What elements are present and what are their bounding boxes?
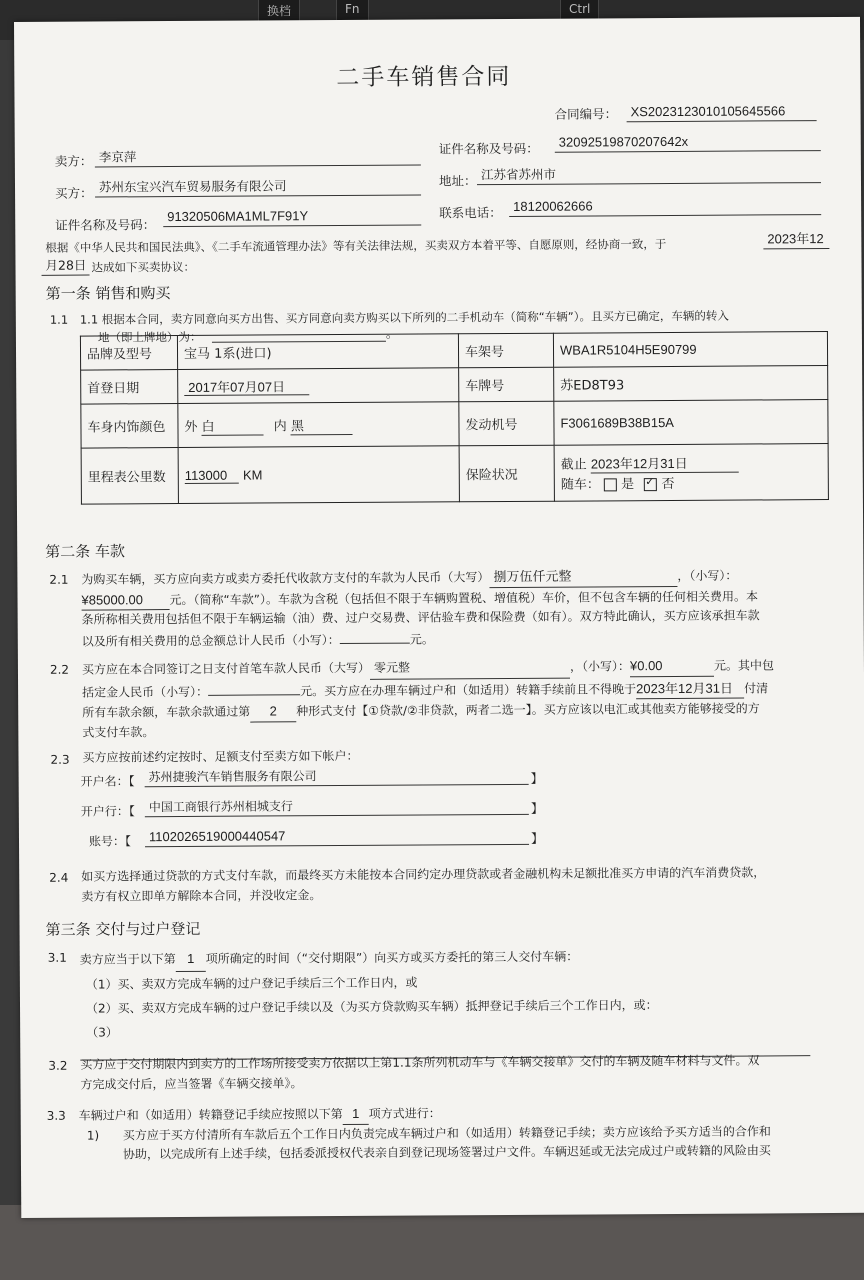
vehicle-table xyxy=(80,331,829,505)
section-3-title: 第三条 交付与过户登记 xyxy=(45,919,201,939)
delivery-option-1: （1）买、卖双方完成车辆的过户登记手续后三个工作日内，或 xyxy=(85,975,418,992)
contract-no-label: 合同编号： xyxy=(554,106,618,122)
contract-no: XS2023123010105645566 xyxy=(627,103,817,122)
exterior-color: 白 xyxy=(202,415,264,435)
total-amount-blank xyxy=(340,628,410,643)
clause-3-3-item-1: 1) xyxy=(86,1128,100,1143)
clause-2-2-line-3b: 种形式支付【①贷款/②非贷款，两者二选一】。买方应该以电汇或其他卖方能够接受的方 xyxy=(296,701,760,719)
account-no-label: 账号：【 xyxy=(88,834,132,849)
clause-2-1-end: 元。 xyxy=(409,631,434,647)
no-checkbox[interactable] xyxy=(644,478,657,491)
mileage-value: 113000 xyxy=(185,467,239,483)
clause-2-1-line-1: 为购买车辆，买方应向卖方或卖方委托代收款方支付的车款为人民币（大写） xyxy=(81,570,490,587)
phone-label: 联系电话： xyxy=(439,205,502,221)
intro-text: 根据《中华人民共和国民法典》、《二手车流通管理办法》等有关法律法规，买卖双方本着平等、自愿原则，经协商一致，于 xyxy=(45,237,667,255)
vin-label: 车架号 xyxy=(458,333,553,368)
clause-2-2-line-2: 括定金人民币（小写）： xyxy=(82,684,209,700)
mileage-unit: KM xyxy=(242,466,263,483)
clause-3-2-number: 3.2 xyxy=(48,1058,68,1073)
clause-3-3-line-1: 车辆过户和（如适用）转籍登记手续应按照以下第 xyxy=(78,1107,343,1123)
yes-checkbox[interactable] xyxy=(604,478,617,491)
seller-label: 卖方： xyxy=(54,153,93,169)
clause-2-3-text: 买方应按前述约定按时、足额支付至卖方如下帐户： xyxy=(82,748,359,765)
clause-3-1-number: 3.1 xyxy=(47,950,67,965)
clause-2-2-line-1: 买方应在本合同签订之日支付首笔车款人民币（大写） xyxy=(81,660,371,677)
clause-2-1-line-2: 元。（简称“车款”）。车款为含税（包括但不限于车辆购置税、增值税）车价，但不包含车辆的任何相关费用。本 xyxy=(169,588,759,607)
buyer-id-label: 证件名称及号码： xyxy=(55,217,156,233)
clause-2-4-line-1: 如买方选择通过贷款的方式支付车款，而最终买方未能按本合同约定办理贷款或者金融机构未足额批准买方申请的汽车消费贷款， xyxy=(81,865,766,884)
bank-name: 中国工商银行苏州相城支行 xyxy=(145,797,529,817)
contract-paper xyxy=(14,17,864,1218)
seller-name: 李京萍 xyxy=(95,148,421,168)
insurance-label: 保险状况 xyxy=(459,445,554,502)
clause-3-3 xyxy=(79,1101,859,1165)
delivery-option-3: （3） xyxy=(86,1025,118,1040)
clause-2-4 xyxy=(81,863,841,907)
price-lowercase: ¥85000.00 xyxy=(81,590,169,611)
clause-3-1-line-1: 卖方应当于以下第 xyxy=(79,952,176,967)
intro-date: 月28日 xyxy=(41,258,89,276)
clause-1-1-text: 1.1 根据本合同，卖方同意向买方出售、买方同意向卖方购买以下所列的二手机动车（简称“车辆”）。且买方已确定，车辆的转入 xyxy=(79,308,729,327)
clause-2-2-line-1-end: 元。其中包 xyxy=(713,658,775,673)
no-label: 否 xyxy=(661,476,675,493)
intro-year: 2023年12 xyxy=(763,231,829,249)
document-title: 二手车销售合同 xyxy=(336,63,512,92)
clause-2-2-line-4: 式支付车款。 xyxy=(82,724,155,740)
clause-2-1-line-4: 以及所有相关费用的总金额总计人民币（小写）： xyxy=(81,632,340,649)
account-name-bracket: 】 xyxy=(530,770,544,786)
clause-3-2 xyxy=(80,1051,848,1095)
transfer-option: 1 xyxy=(343,1104,369,1125)
insurance-until: 2023年12月31日 xyxy=(591,453,739,474)
lowercase-label: ，（小写）： xyxy=(677,568,738,583)
down-payment-uppercase: 零元整 xyxy=(370,658,570,680)
clause-3-1-line-1b: 项所确定的时间（“交付期限”）向买方或买方委托的第三人交付车辆： xyxy=(205,949,579,966)
clause-2-4-line-2: 卖方有权立即单方解除本合同，并没收定金。 xyxy=(81,887,322,904)
clause-2-2-line-3: 所有车款余额，车款余款通过第 xyxy=(82,704,251,720)
buyer-id: 91320506MA1ML7F91Y xyxy=(163,208,421,228)
engine-value: F3061689B38B15A xyxy=(554,400,828,446)
interior-color: 黑 xyxy=(291,414,353,434)
lowercase-label-2: ，（小写）： xyxy=(569,659,631,674)
address: 江苏省苏州市 xyxy=(477,165,821,185)
brand-label: 品牌及型号 xyxy=(80,336,177,371)
clause-3-3-line-1b: 项方式进行： xyxy=(368,1106,441,1121)
clause-2-1-line-3: 条所称相关费用包括但不限于车辆运输（油）费、过户交易费、评估验车费和保险费（如有）。双方特此确认，买方应该承担车款 xyxy=(81,608,760,627)
plate-value: 苏ED8T93 xyxy=(554,366,828,402)
buyer-name: 苏州东宝兴汽车贸易服务有限公司 xyxy=(95,178,421,198)
exterior-label: 外 xyxy=(184,419,198,435)
reg-date-label: 首登日期 xyxy=(81,370,178,405)
clause-3-3-number: 3.3 xyxy=(46,1108,66,1123)
clause-2-1 xyxy=(81,565,833,652)
clause-2-2-number: 2.2 xyxy=(49,662,70,677)
clause-1-1-text-2: 地（即上牌地）为： xyxy=(97,329,202,345)
payment-method: 2 xyxy=(250,701,296,722)
clause-2-2-line-2b: 元。买方应在办理车辆过户和（如适用）转籍手续前且不得晚于 xyxy=(300,681,637,698)
color-label: 车身内饰颜色 xyxy=(81,404,178,449)
clause-3-3-item-1-line-1: 买方应于买方付清所有车款后五个工作日内负责完成车辆过户和（如适用）转籍登记手续；卖方应该给予买方适当的合作和 xyxy=(122,1123,771,1142)
account-name-label: 开户名：【 xyxy=(80,774,135,789)
bank-label: 开户行：【 xyxy=(80,804,135,819)
clause-2-2 xyxy=(82,655,834,743)
clause-3-3-item-1-line-2: 协助，以完成所有上述手续，包括委派授权代表亲自到登记现场签署过户文件。车辆迟延或无法完成过户或转籍的风险由买 xyxy=(122,1143,771,1162)
shift-key: 换档 xyxy=(258,0,300,27)
yes-label: 是 xyxy=(621,477,635,493)
clause-3-1 xyxy=(79,943,841,1072)
clause-2-4-number: 2.4 xyxy=(49,870,69,885)
clause-3-2-line-1: 买方应于交付期限内到卖方的工作场所接受卖方依据以上第1.1条所列机动车与《车辆交接单》交付的车辆及随车材料与文件。双 xyxy=(80,1053,760,1072)
down-payment-lowercase: ¥0.00 xyxy=(630,656,714,677)
section-2-title: 第二条 车款 xyxy=(45,542,126,561)
clause-2-3-number: 2.3 xyxy=(50,752,70,767)
buyer-label: 买方： xyxy=(55,185,93,201)
phone: 18120062666 xyxy=(509,197,821,217)
intro-text-2: 达成如下买卖协议： xyxy=(91,259,196,275)
bank-bracket: 】 xyxy=(530,800,544,816)
address-label: 地址： xyxy=(438,173,477,189)
seller-id: 32092519870207642x xyxy=(555,133,821,153)
clause-2-1-number: 2.1 xyxy=(49,572,69,587)
account-name: 苏州捷骏汽车销售服务有限公司 xyxy=(145,767,529,787)
plate-label: 车牌号 xyxy=(459,367,554,402)
reg-date-value: 2017年07月07日 xyxy=(184,379,309,396)
mileage-label: 里程表公里数 xyxy=(81,448,178,505)
ctrl-key: Ctrl xyxy=(560,0,599,27)
account-no: 1102026519000440547 xyxy=(145,827,529,847)
balance-deadline: 2023年12月31日 xyxy=(636,678,744,699)
interior-label: 内 xyxy=(273,418,287,434)
brand-value: 宝马 1系(进口) xyxy=(177,334,458,370)
seller-id-label: 证件名称及号码： xyxy=(438,140,539,157)
section-1-title: 第一条 销售和购买 xyxy=(45,284,171,303)
delivery-option: 1 xyxy=(176,947,206,972)
engine-label: 发动机号 xyxy=(459,401,554,446)
vin-value: WBA1R5104H5E90799 xyxy=(553,332,827,368)
delivery-option-2: （2）买、卖双方完成车辆的过户登记手续以及（为买方贷款购买车辆）抵押登记手续后三个工作日内，或： xyxy=(85,998,658,1016)
deposit-blank xyxy=(208,680,300,696)
price-uppercase: 捌万伍仟元整 xyxy=(489,566,677,588)
with-car-label: 随车： xyxy=(560,477,600,493)
clause-2-2-line-2-end: 付清 xyxy=(744,680,769,696)
clause-1-1-number: 1.1 xyxy=(49,312,69,327)
insurance-until-label: 截止 xyxy=(560,457,587,473)
clause-1-1-end: 。 xyxy=(385,325,399,341)
fn-key: Fn xyxy=(336,0,369,27)
account-no-bracket: 】 xyxy=(530,830,544,846)
clause-3-2-line-2: 方完成交付后，应当签署《车辆交接单》。 xyxy=(80,1075,303,1092)
